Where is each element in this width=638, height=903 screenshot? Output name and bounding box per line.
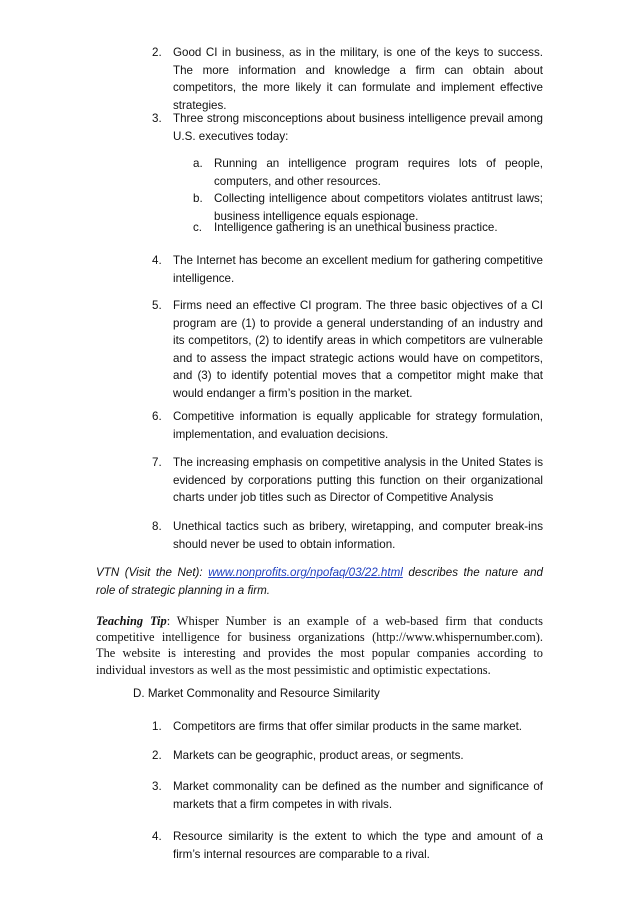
list-item-text: Three strong misconceptions about business intelligence prevail among U.S. executives today:: [173, 112, 543, 143]
sublist-item-text: Collecting intelligence about competitors violates antitrust laws; business intelligence equals espionage.: [214, 192, 543, 223]
list-item-text: The Internet has become an excellent medium for gathering competitive intelligence.: [173, 254, 543, 285]
list-item-text: The increasing emphasis on competitive analysis in the United States is evidenced by corporations putting this function on their organizational charts under job titles such as Director of Competitive Analysis: [173, 456, 543, 505]
vtn-link[interactable]: www.nonprofits.org/npofaq/03/22.html: [208, 566, 403, 579]
list-number: 4.: [152, 254, 162, 267]
list-item-text: Competitive information is equally applicable for strategy formulation, implementation, and evaluation decisions.: [173, 410, 543, 441]
list-item-text: Unethical tactics such as bribery, wiretapping, and computer break-ins should never be used to obtain information.: [173, 520, 543, 551]
sublist-item-text: Intelligence gathering is an unethical business practice.: [214, 221, 498, 234]
section-heading: D. Market Commonality and Resource Similarity: [133, 687, 380, 700]
list-number: 3.: [152, 112, 162, 125]
list-number: 1.: [152, 720, 162, 733]
teaching-tip-text: : Whisper Number is an example of a web-based firm that conducts competitive intelligence for business organizations (http://www.whispernumber.com). The website is interesting and provides the most popular companies according to individual investors as well as the most pessimistic and optimistic expectations.: [96, 614, 543, 677]
vtn-prefix: VTN (Visit the Net):: [96, 566, 209, 579]
list-number: 6.: [152, 410, 162, 423]
sublist-letter: c.: [193, 221, 203, 234]
sublist-item-text: Running an intelligence program requires lots of people, computers, and other resources.: [214, 157, 543, 188]
teaching-tip-label: Teaching Tip: [96, 614, 167, 628]
vtn-suffix: describes the nature and role of strategic planning in a firm.: [96, 566, 543, 597]
list-number: 2.: [152, 749, 162, 762]
list-item-text: Resource similarity is the extent to which the type and amount of a firm’s internal resources are comparable to a rival.: [173, 830, 543, 861]
list-number: 5.: [152, 299, 162, 312]
list-number: 4.: [152, 830, 162, 843]
vtn-paragraph: [96, 564, 543, 599]
list-item-text: Competitors are firms that offer similar products in the same market.: [173, 720, 523, 733]
list-item-text: Markets can be geographic, product areas, or segments.: [173, 749, 464, 762]
sublist-letter: a.: [193, 157, 203, 170]
list-number: 8.: [152, 520, 162, 533]
list-number: 3.: [152, 780, 162, 793]
teaching-tip-paragraph: [96, 613, 543, 678]
list-item-text: Firms need an effective CI program. The three basic objectives of a CI program are (1) to provide a general understanding of an industry and its competitors, (2) to identify areas in which competitors are vulnerable and to assess the impact strategic actions would have on competitors, and (3) to identify potential moves that a competitor might make that would endanger a firm’s position in the market.: [173, 299, 543, 400]
list-number: 2.: [152, 46, 162, 59]
sublist-letter: b.: [193, 192, 203, 205]
list-item-text: Market commonality can be defined as the number and significance of markets that a firm competes in with rivals.: [173, 780, 543, 811]
list-number: 7.: [152, 456, 162, 469]
list-item-text: Good CI in business, as in the military, is one of the keys to success. The more information and knowledge a firm can obtain about competitors, the more likely it can formulate and implement effective strategies.: [173, 46, 543, 112]
